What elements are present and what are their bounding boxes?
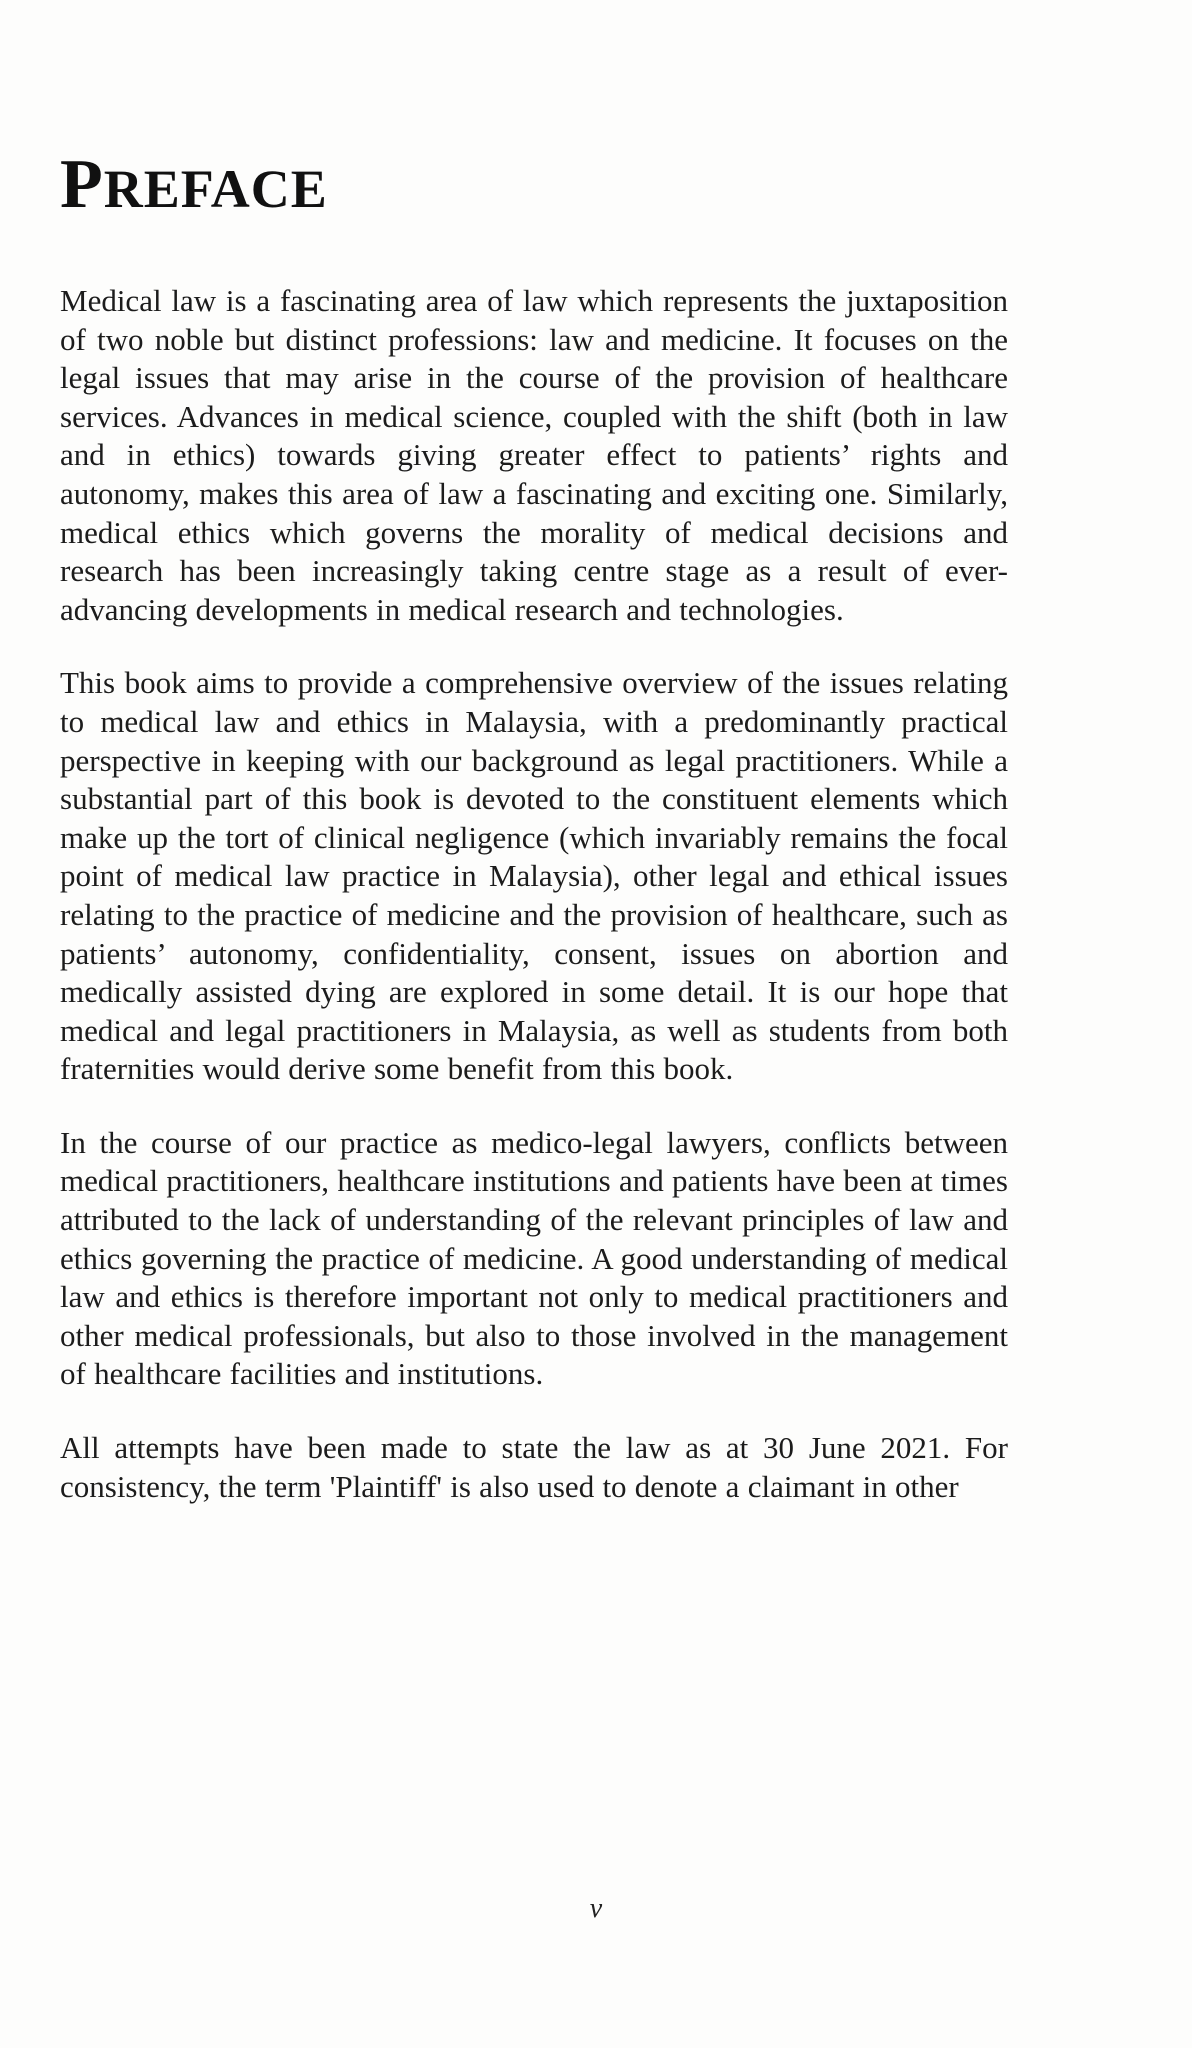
- title-initial: P: [60, 146, 104, 223]
- page-title: [60, 146, 328, 223]
- title-rest: REFACE: [103, 159, 328, 219]
- preface-body: [60, 282, 1008, 1541]
- paragraph-4: All attempts have been made to state the law as at 30 June 2021. For consistency, the term 'Plaintiff' is also used to denote a claimant in other: [60, 1430, 1008, 1504]
- paragraph-1: Medical law is a fascinating area of law which represents the juxtaposition of two noble but distinct professions: law and medicine. It focuses on the legal issues that may arise in the course of the provision of healthcare services. Advances in medical science, coupled with the shift (both in law and in ethics) towards giving greater effect to patients’ rights and autonomy, makes this area of law a fascinating and exciting one. Similarly, medical ethics which governs the morality of medical decisions and research has been increasingly taking centre stage as a result of ever-advancing developments in medical research and technologies.: [60, 283, 1008, 627]
- paragraph-3: In the course of our practice as medico-legal lawyers, conflicts between medical practitioners, healthcare institutions and patients have been at times attributed to the lack of understanding of the relevant principles of law and ethics governing the practice of medicine. A good understanding of medical law and ethics is therefore important not only to medical practitioners and other medical professionals, but also to those involved in the management of healthcare facilities and institutions.: [60, 1124, 1008, 1392]
- paragraph-2: This book aims to provide a comprehensive overview of the issues relating to medical law and ethics in Malaysia, with a predominantly practical perspective in keeping with our background as legal practitioners. While a substantial part of this book is devoted to the constituent elements which make up the tort of clinical negligence (which invariably remains the focal point of medical law practice in Malaysia), other legal and ethical issues relating to the practice of medicine and the provision of healthcare, such as patients’ autonomy, confidentiality, consent, issues on abortion and medically assisted dying are explored in some detail. It is our hope that medical and legal practitioners in Malaysia, as well as students from both fraternities would derive some benefit from this book.: [60, 665, 1008, 1087]
- page-number: v: [589, 1893, 603, 1924]
